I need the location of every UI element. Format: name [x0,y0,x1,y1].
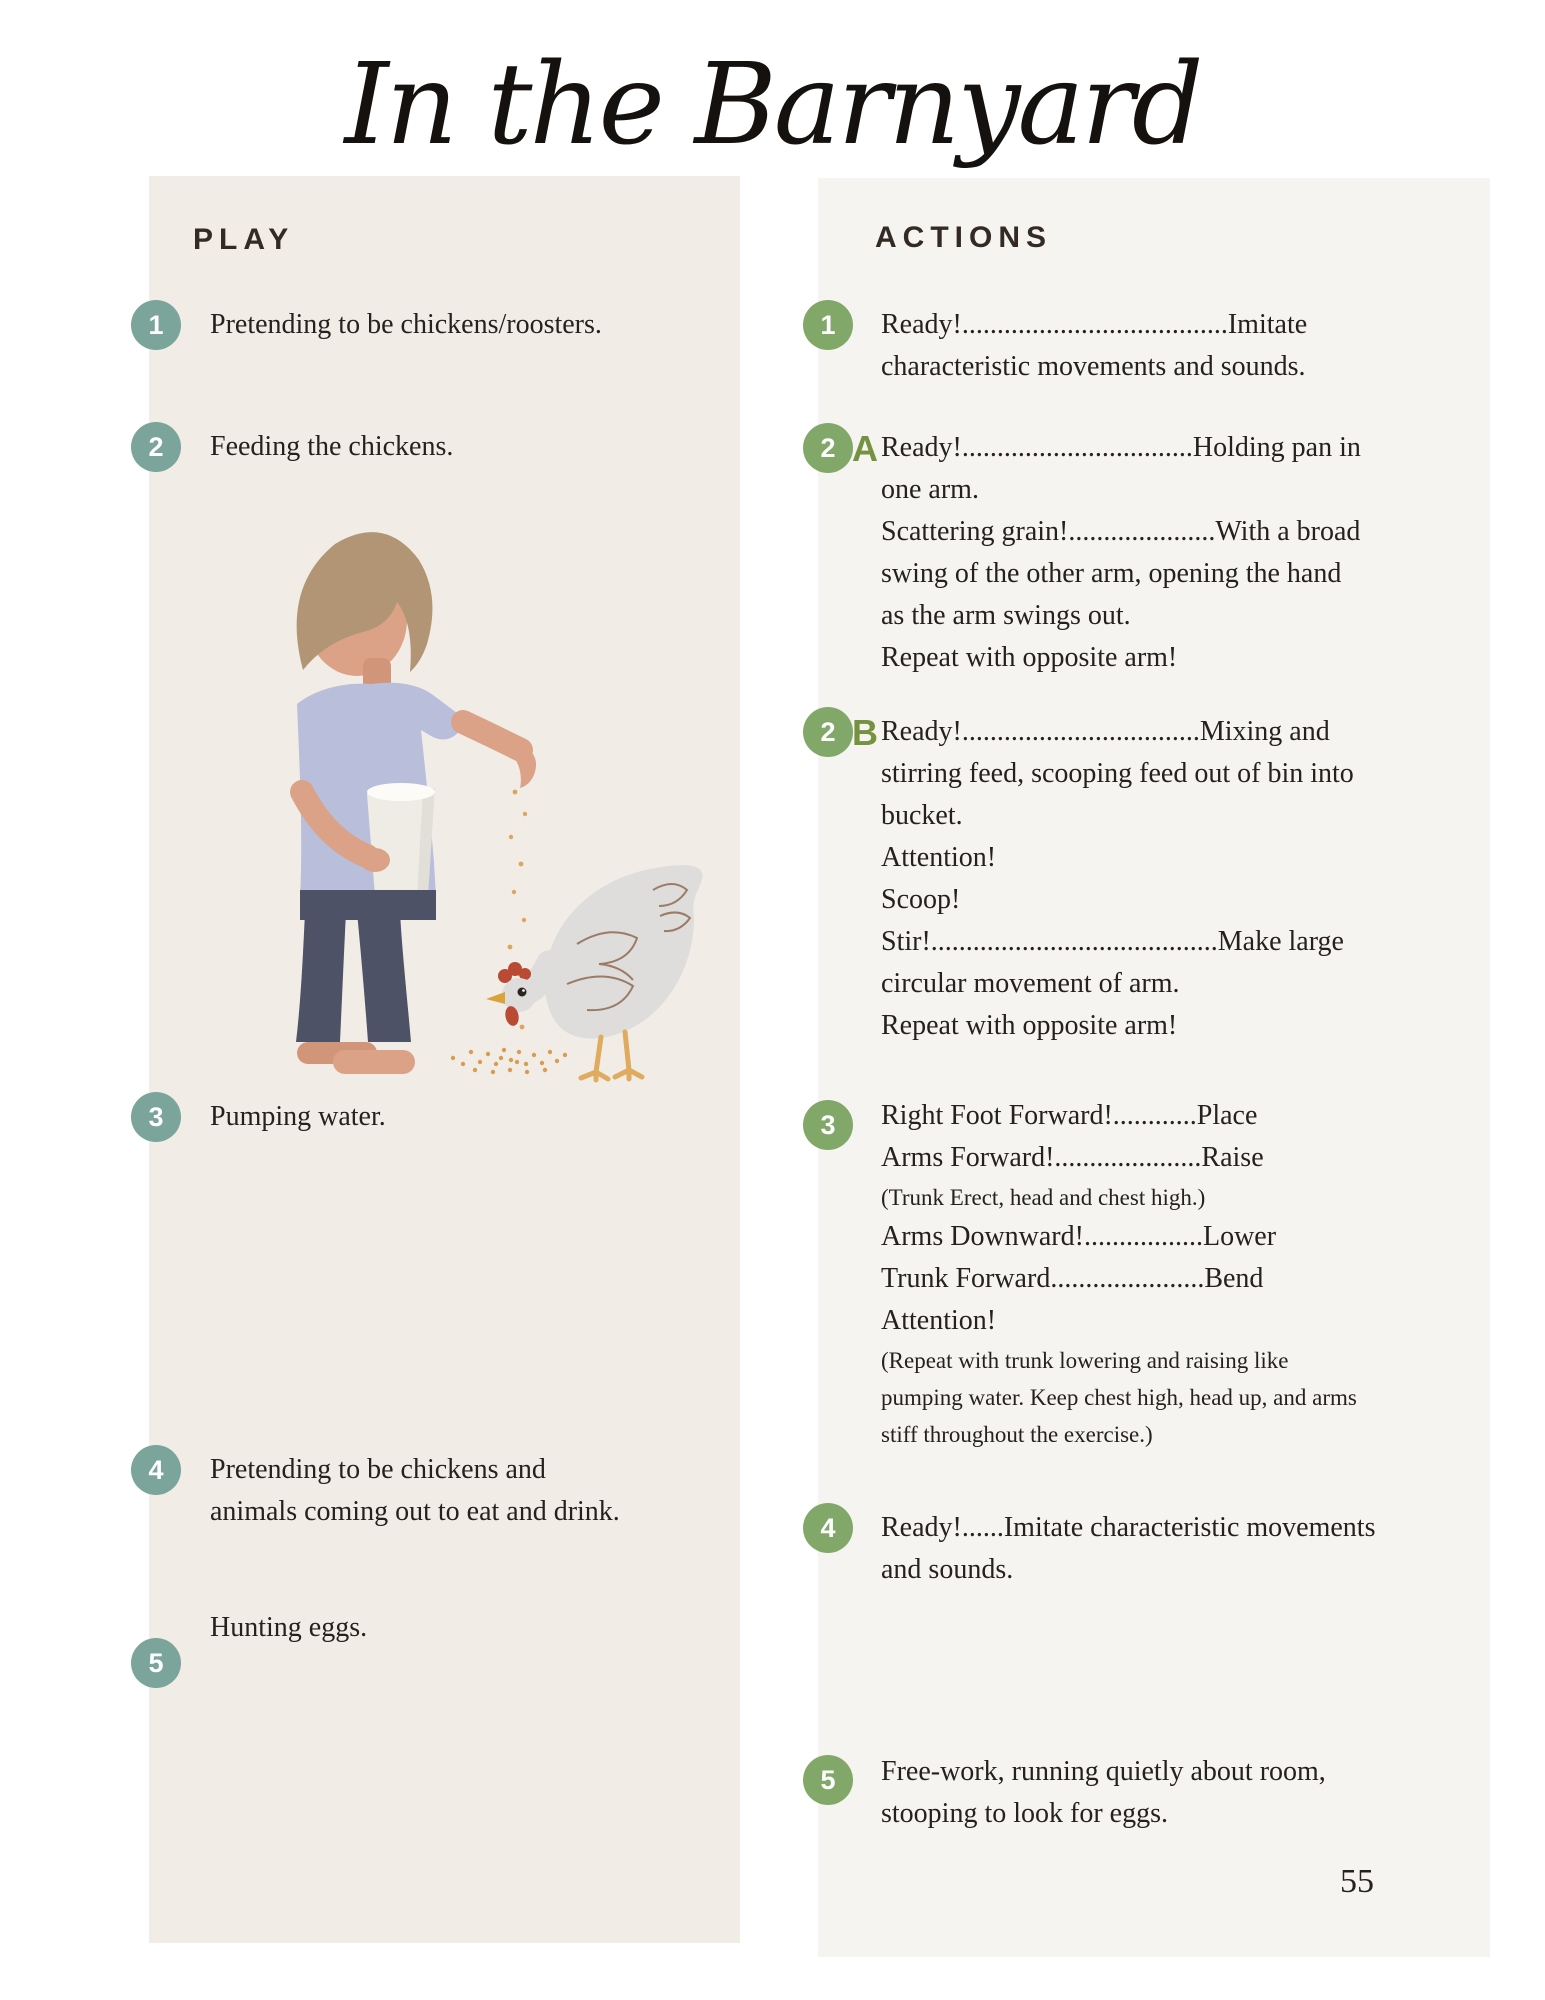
actions-item-badge: 5 [803,1755,853,1805]
actions-item-line: Scattering grain!.....................With a broad [881,516,1361,547]
actions-item-badge: 2 [803,707,853,757]
grain-pile [451,1048,567,1074]
play-column-header: PLAY [193,223,295,256]
barnyard-illustration [205,492,735,1092]
actions-item-line: pumping water. Keep chest high, head up, and arms [881,1385,1357,1410]
actions-item-line: stiff throughout the exercise.) [881,1422,1153,1447]
chicken [486,865,702,1080]
actions-item-line: Repeat with opposite arm! [881,1010,1178,1041]
actions-item-line: Attention! [881,842,997,873]
actions-item-badge: 1 [803,300,853,350]
actions-item-line: Ready!......Imitate characteristic movements [881,1512,1376,1543]
actions-item-line: Free-work, running quietly about room, [881,1756,1326,1787]
actions-item-line: bucket. [881,800,963,831]
actions-column-header: ACTIONS [875,221,1052,254]
actions-item-line: (Repeat with trunk lowering and raising like [881,1348,1289,1373]
actions-item-badge: 2 [803,423,853,473]
boy-figure [296,532,536,1074]
play-item-text [210,304,602,346]
play-item-badge: 2 [131,422,181,472]
play-item-badge: 4 [131,1445,181,1495]
actions-item-line: Attention! [881,1305,997,1336]
play-item-line: Pumping water. [210,1101,386,1132]
actions-item-sub-letter: A [852,428,878,469]
actions-item-text [881,711,1354,1047]
actions-item-line: swing of the other arm, opening the hand [881,558,1342,589]
actions-item-badge: 4 [803,1503,853,1553]
play-item-line: animals coming out to eat and drink. [210,1496,620,1527]
actions-item-line: Arms Forward!.....................Raise [881,1142,1264,1173]
actions-item-line: Right Foot Forward!............Place [881,1100,1258,1131]
actions-item-line: Ready!..................................Mixing and [881,716,1330,747]
play-item-text [210,1607,367,1649]
actions-item-line: Ready!......................................Imitate [881,309,1308,340]
play-item-line: Feeding the chickens. [210,431,454,462]
actions-item-line: as the arm swings out. [881,600,1131,631]
play-item-text [210,1096,386,1138]
play-item-text [210,426,453,468]
actions-item-line: Arms Downward!.................Lower [881,1221,1277,1252]
page-title: In the Barnyard [344,40,1201,170]
actions-item-text [881,1507,1375,1591]
play-item-badge: 1 [131,300,181,350]
actions-item-line: one arm. [881,474,979,505]
actions-item-line: Trunk Forward......................Bend [881,1263,1264,1294]
actions-item-text [881,304,1307,388]
actions-item-text [881,1751,1326,1835]
actions-item-line: characteristic movements and sounds. [881,351,1306,382]
play-item-line: Hunting eggs. [210,1612,368,1643]
actions-item-line: Repeat with opposite arm! [881,642,1178,673]
actions-item-line: Stir!.........................................Make large [881,926,1344,957]
actions-item-line: stirring feed, scooping feed out of bin into [881,758,1354,789]
actions-item-line: and sounds. [881,1554,1014,1585]
actions-item-line: Scoop! [881,884,961,915]
actions-item-sub-letter: B [852,712,878,753]
actions-item-badge: 3 [803,1100,853,1150]
actions-item-line: Ready!.................................Holding pan in [881,432,1361,463]
play-item-line: Pretending to be chickens/roosters. [210,309,602,340]
actions-item-line: stooping to look for eggs. [881,1798,1168,1829]
actions-item-text [881,427,1361,679]
play-item-line: Pretending to be chickens and [210,1454,546,1485]
actions-item-text [881,1095,1357,1453]
actions-item-line: circular movement of arm. [881,968,1180,999]
play-item-badge: 5 [131,1638,181,1688]
actions-item-line: (Trunk Erect, head and chest high.) [881,1185,1206,1210]
page-number: 55 [1340,1863,1374,1900]
play-item-badge: 3 [131,1092,181,1142]
play-item-text [210,1449,620,1533]
